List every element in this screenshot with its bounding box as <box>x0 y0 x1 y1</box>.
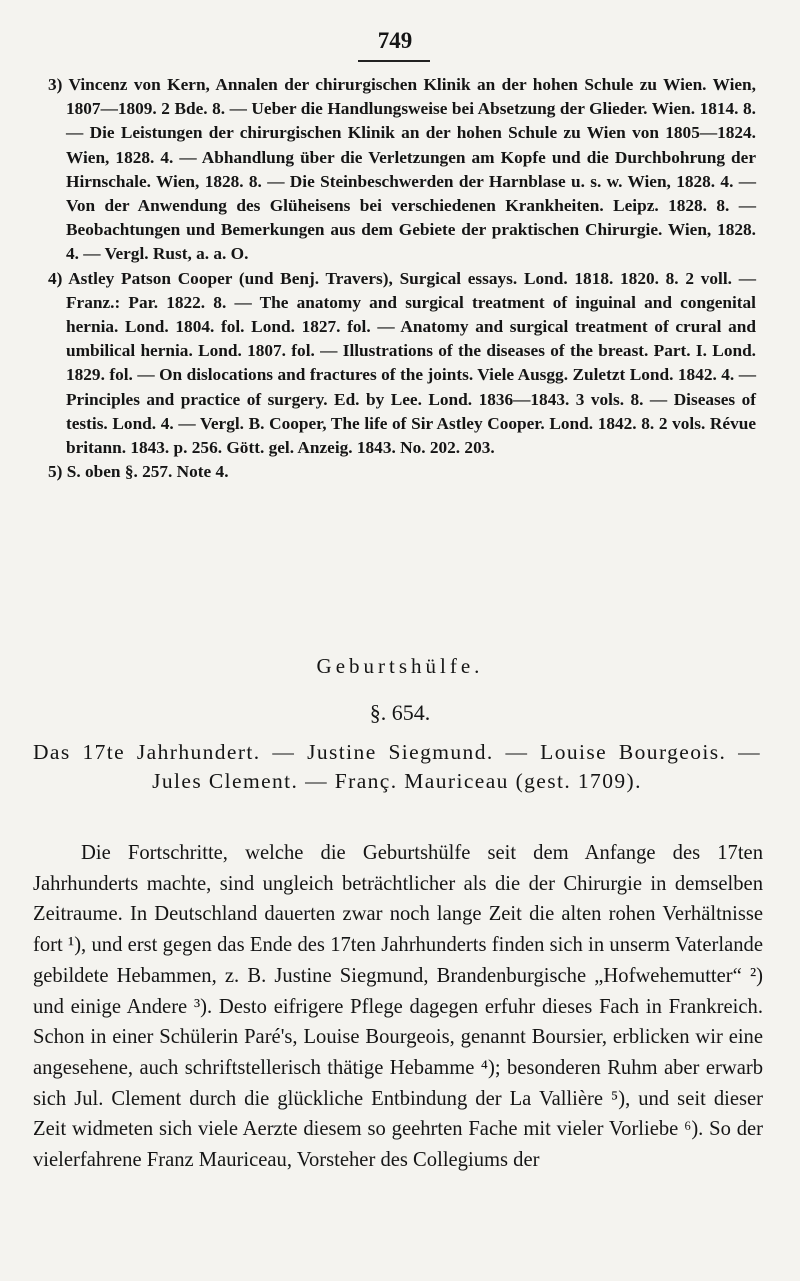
footnote-4-number: 4) <box>48 268 63 288</box>
footnote-5-text: S. oben §. 257. Note 4. <box>66 462 229 482</box>
footnote-5 <box>48 460 756 484</box>
footnote-4 <box>48 267 756 461</box>
footnote-3-text: Vincenz von Kern, Annalen der chirurgischen Klinik an der hohen Schule zu Wien. Wien, 1807—1809. 2 Bde. 8. — Ueber die Handlungsweise bei Absetzung der Glieder. Wien. 1814. 8. — Die Leistungen der chirurgischen Klinik an der hohen Schule zu Wien von 1805—1824. Wien, 1828. 4. — Abhandlung über die Verletzungen am Kopfe und die Durchbohrung der Hirnschale. Wien, 1828. 8. — Die Steinbeschwerden der Harnblase u. s. w. Wien, 1828. 4. — Von der Anwendung des Glüheisens bei verschiedenen Krankheiten. Leipz. 1828. 8. — Beobachtungen und Bemerkungen aus dem Gebiete der praktischen Chirurgie. Wien, 1828. 4. — Vergl. Rust, a. a. O. <box>66 75 756 264</box>
page-number: 749 <box>377 28 413 53</box>
paragraph-number: §. 654. <box>369 700 431 725</box>
footnote-4-text: Astley Patson Cooper (und Benj. Travers), Surgical essays. Lond. 1818. 1820. 8. 2 voll. — Franz.: Par. 1822. 8. — The anatomy and surgical treatment of inguinal and congenital hernia. Lond. 1804. fol. Lond. 1827. fol. — Anatomy and surgical treatment of crural and umbilical hernia. Lond. 1807. fol. — Illustrations of the diseases of the breast. Part. I. Lond. 1829. fol. — On dislocations and fractures of the joints. Viele Ausgg. Zuletzt Lond. 1842. 4. — Principles and practice of surgery. Ed. by Lee. Lond. 1836—1843. 3 vols. 8. — Diseases of testis. Lond. 4. — Vergl. B. Cooper, The life of Sir Astley Cooper. Lond. 1842. 8. 2 vols. Révue britann. 1843. p. 256. Gött. gel. Anzeig. 1843. No. 202. 203. <box>66 268 756 458</box>
footnote-3-number: 3) <box>48 75 63 94</box>
footnote-3 <box>48 73 756 267</box>
chapter-title: Das 17te Jahrhundert. — Justine Siegmund. — Louise Bourgeois. — Jules Clement. — Franç. Mauriceau (gest. 1709). <box>33 740 761 793</box>
body-paragraph: Die Fortschritte, welche die Geburtshülfe seit dem Anfange des 17ten Jahrhunderts machte, sind ungleich beträchtlicher als die der Chirurgie in demselben Zeitraume. In Deutschland dauerten zwar noch lange Zeit die alten rohen Verhältnisse fort ¹), und erst gegen das Ende des 17ten Jahrhunderts finden sich in unserm Vaterlande gebildete Hebammen, z. B. Justine Siegmund, Brandenburgische „Hofwehemutter“ ²) und einige Andere ³). Desto eifrigere Pflege dagegen erfuhr dieses Fach in Frankreich. Schon in einer Schülerin Paré's, Louise Bourgeois, genannt Boursier, erblicken wir eine angesehene, auch schriftstellerisch thätige Hebamme ⁴); besonderen Ruhm aber erwarb sich Jul. Clement durch die glückliche Entbindung der La Vallière ⁵), und seit dieser Zeit widmeten sich viele Aerzte diesem so geehrten Fache mit vieler Vorliebe ⁶). So der vielerfahrene Franz Mauriceau, Vorsteher des Collegiums der <box>33 842 763 1172</box>
footnote-5-number: 5) <box>48 462 63 482</box>
section-heading: Geburtshülfe. <box>316 654 484 678</box>
footnotes-block <box>48 73 756 484</box>
page-number-rule <box>358 60 430 62</box>
